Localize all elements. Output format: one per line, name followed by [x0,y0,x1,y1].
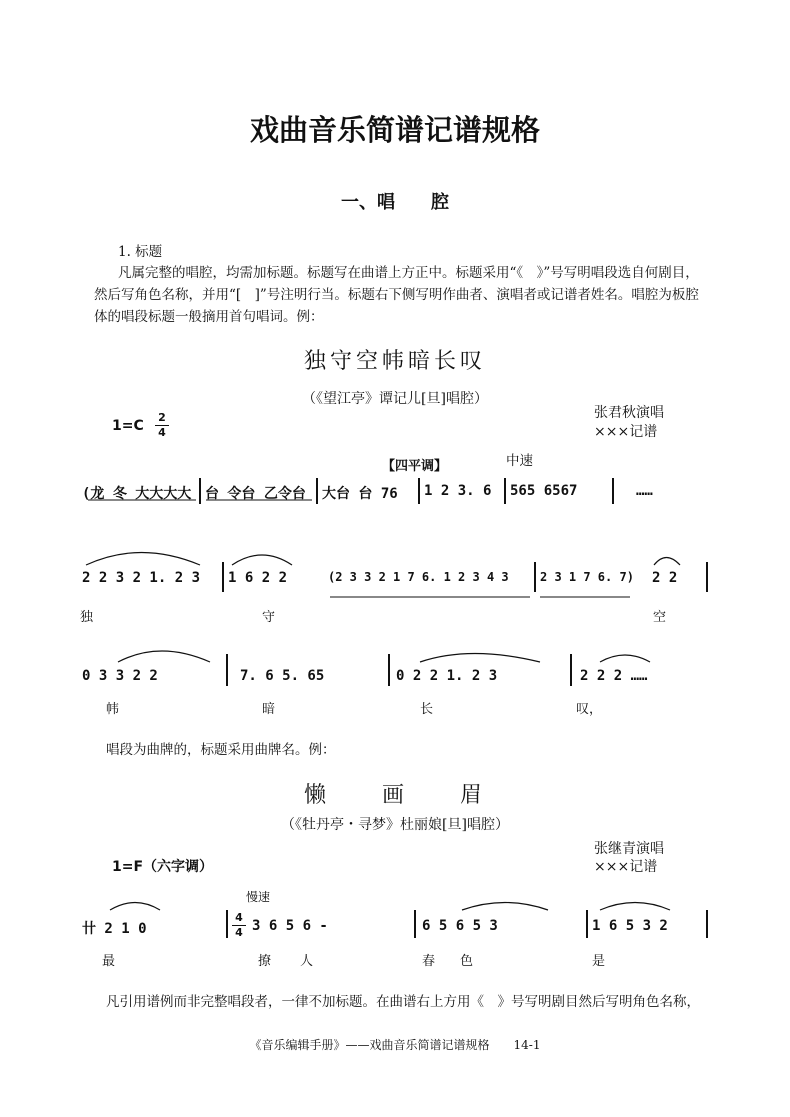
page-title: 戏曲音乐简谱记谱规格 [249,113,540,147]
notation-measure: 2 2 2 …… [580,668,648,684]
example2-key: 1=F（六字调） [112,859,214,875]
lyric: 撩 [258,954,272,969]
notation-measure: 2 2 3 2 1. 2 3 [82,570,201,586]
time-bottom: 4 [158,426,166,439]
example1-tune-name: 【四平调】 [382,459,448,474]
example2-performer: 张继青演唱 [594,841,664,857]
example2-title: 懒 画 眉 [303,783,486,808]
example1-title: 独守空帏暗长叹 [303,349,486,374]
lyric: 暗 [262,702,276,717]
lyric: 独 [80,610,94,625]
time-top: 2 [158,411,166,424]
example1-tempo: 中速 [506,453,533,469]
slur [462,903,548,911]
slur [110,903,160,911]
notation-measure: 0 2 2 1. 2 3 [396,668,498,684]
example1-transcriber: ×××记谱 [594,424,658,440]
item-heading: 1. 标题 [118,244,163,260]
notation-measure: 6 5 6 5 3 [422,918,498,934]
notation-measure: (2 3 3 2 1 7 6. 1 2 3 4 3 [328,570,509,584]
notation-measure: 台 令台 乙令台 [205,486,306,502]
notation-measure: 卄 2 1 0 [82,921,147,937]
notation-measure: (龙 冬 大大大大 [82,486,192,502]
notation-measure: 1 6 2 2 [228,570,288,586]
notation-measure: 3 6 5 6 - [252,918,328,934]
notation-measure: 565 6567 [510,483,578,499]
example1-subtitle: （《望江亭》谭记儿[旦]唱腔） [302,391,488,407]
lyric: 色 [460,954,474,969]
slur [232,555,292,565]
example1-performer: 张君秋演唱 [594,405,664,421]
slur [420,654,540,663]
lyric: 空 [653,610,667,625]
paragraph-line: 唱段为曲牌的，标题采用曲牌名。例： [106,742,336,758]
example2-subtitle: （《牡丹亭・寻梦》杜丽娘[旦]唱腔） [281,817,509,833]
paragraph-line: 体的唱段标题一般摘用首句唱词。例： [94,309,324,325]
slur [118,651,210,662]
page-footer: 《音乐编辑手册》——戏曲音乐简谱记谱规格 14-1 [249,1038,541,1052]
notation-ellipsis: …… [636,483,653,499]
lyric: 守 [262,610,276,625]
example1-key: 1=C [112,418,144,434]
notation-measure: 2 3 1 7 6. 7) [540,570,634,584]
lyric: 人 [300,954,314,969]
notation-measure: 2 2 [652,570,678,586]
lyric: 叹， [576,702,603,717]
notation-measure: 1 2 3. 6 [424,483,492,499]
time-bottom: 4 [235,926,243,939]
lyric: 春 [422,954,436,969]
lyric: 帏 [106,702,120,717]
lyric: 最 [102,954,116,969]
lyric: 是 [592,954,606,969]
slur [654,558,680,566]
example2-transcriber: ×××记谱 [594,859,658,875]
example2-tempo: 慢速 [246,890,271,904]
notation-measure: 7. 6 5. 65 [240,668,325,684]
time-top: 4 [235,911,243,924]
notation-measure: 大台 台 76 [322,486,398,502]
paragraph-line: 凡引用谱例而非完整唱段者，一律不加标题。在曲谱右上方用《 》号写明剧目然后写明角色名称， [106,994,700,1010]
notation-measure: 1 6 5 3 2 [592,918,668,934]
section-heading: 一、唱 腔 [341,192,449,213]
slur [86,553,200,566]
paragraph-line: 凡属完整的唱腔，均需加标题。标题写在曲谱上方正中。标题采用“《 》”号写明唱段选自何剧目， [118,265,699,281]
slur [600,655,650,662]
slur [600,903,670,911]
paragraph-line: 然后写角色名称，并用“[ ]”号注明行当。标题右下侧写明作曲者、演唱者或记谱者姓名。唱腔为板腔 [94,287,699,303]
lyric: 长 [420,702,434,717]
notation-measure: 0 3 3 2 2 [82,668,158,684]
